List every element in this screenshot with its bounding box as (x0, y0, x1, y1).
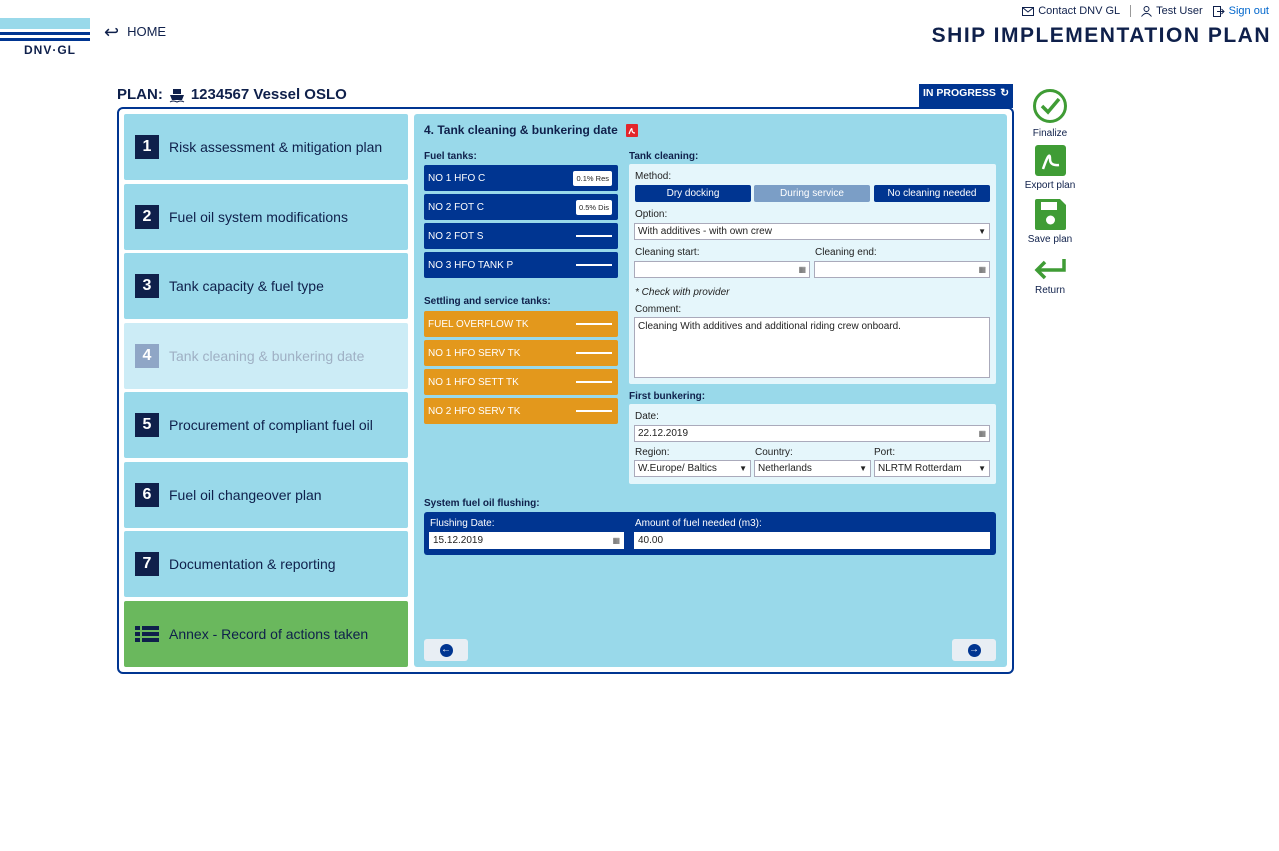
plan-title (117, 86, 347, 103)
bunkering-date-value: 22.12.2019 (638, 428, 689, 439)
plan-prefix: PLAN: (117, 86, 163, 103)
step-7[interactable] (124, 531, 408, 597)
method-no-cleaning-button[interactable]: No cleaning needed (874, 185, 990, 202)
save-label: Save plan (1027, 234, 1073, 245)
step-number: 4 (135, 344, 159, 368)
panel-title-text: 4. Tank cleaning & bunkering date (424, 123, 618, 137)
step-number: 2 (135, 205, 159, 229)
empty-fuel-line (576, 381, 612, 383)
pdf-icon[interactable] (626, 124, 638, 137)
step-number: 5 (135, 413, 159, 437)
comment-label: Comment: (635, 304, 682, 315)
back-arrow-icon: ↩ (104, 21, 120, 42)
bunkering-date-label: Date: (635, 411, 659, 422)
next-button[interactable] (952, 639, 996, 661)
cleaning-start-input[interactable] (634, 261, 810, 278)
logo-text: DNV·GL (24, 43, 76, 57)
bunkering-date-input[interactable] (634, 425, 990, 442)
ship-icon (169, 87, 185, 103)
option-label: Option: (635, 209, 668, 220)
previous-button[interactable] (424, 639, 468, 661)
tank-name: NO 2 FOT C (428, 201, 484, 213)
fuel-tank-item[interactable] (424, 252, 618, 278)
step-4[interactable] (124, 323, 408, 389)
flushing-date-label: Flushing Date: (430, 518, 495, 529)
provider-note: * Check with provider (635, 287, 730, 298)
region-label: Region: (635, 447, 670, 458)
tank-name: NO 1 HFO SETT TK (428, 376, 519, 388)
pdf-export-icon (1035, 145, 1066, 176)
settling-tank-item[interactable] (424, 340, 618, 366)
return-button[interactable] (1022, 257, 1078, 296)
fuel-amount-label: Amount of fuel needed (m3): (635, 518, 762, 529)
refresh-icon: ↻ (1000, 87, 1009, 99)
step-label: Fuel oil changeover plan (169, 487, 322, 503)
step-label: Documentation & reporting (169, 556, 336, 572)
port-select[interactable] (874, 460, 990, 477)
home-label: HOME (127, 24, 167, 39)
vessel-name: 1234567 Vessel OSLO (190, 86, 347, 103)
port-label: Port: (874, 447, 896, 458)
save-plan-button[interactable] (1022, 199, 1078, 245)
tank-name: NO 2 HFO SERV TK (428, 405, 521, 417)
step-label: Tank capacity & fuel type (169, 278, 324, 294)
return-label: Return (1034, 285, 1065, 296)
flushing-date-value: 15.12.2019 (433, 535, 484, 546)
dnvgl-logo (0, 18, 92, 56)
divider (1130, 5, 1131, 17)
annex-label: Annex - Record of actions taken (169, 626, 369, 642)
calendar-icon[interactable]: ▦ (612, 536, 620, 545)
empty-fuel-line (576, 410, 612, 412)
settling-tanks-label: Settling and service tanks: (424, 296, 551, 307)
step-3[interactable] (124, 253, 408, 319)
country-select[interactable] (754, 460, 871, 477)
panel-title (424, 123, 638, 137)
fuel-amount-input[interactable] (634, 532, 990, 549)
step-label: Tank cleaning & bunkering date (169, 348, 365, 364)
option-select[interactable] (634, 223, 990, 240)
user-icon (1141, 6, 1152, 17)
country-value: Netherlands (758, 463, 812, 474)
step-1[interactable] (124, 114, 408, 180)
settling-tank-item[interactable] (424, 369, 618, 395)
cleaning-end-input[interactable] (814, 261, 990, 278)
chevron-down-icon: ▼ (978, 227, 986, 236)
arrow-left-icon: ← (441, 644, 451, 655)
check-circle-icon (1032, 88, 1068, 124)
mail-icon (1022, 7, 1034, 16)
status-badge[interactable] (919, 84, 1013, 108)
chevron-down-icon: ▼ (859, 464, 867, 473)
list-icon (135, 625, 159, 643)
calendar-icon[interactable]: ▦ (798, 265, 806, 274)
step-label: Fuel oil system modifications (169, 209, 348, 225)
region-select[interactable] (634, 460, 751, 477)
method-during-service-button[interactable]: During service (754, 185, 870, 202)
step-label: Procurement of compliant fuel oil (169, 417, 373, 433)
fuel-type-badge: 0.1% Res (573, 171, 612, 186)
signout-label: Sign out (1228, 5, 1269, 17)
flushing-label: System fuel oil flushing: (424, 498, 540, 509)
export-plan-button[interactable] (1022, 145, 1078, 191)
tank-name: FUEL OVERFLOW TK (428, 318, 529, 330)
cleaning-end-label: Cleaning end: (815, 247, 877, 258)
finalize-button[interactable] (1022, 88, 1078, 139)
calendar-icon[interactable]: ▦ (978, 429, 986, 438)
chevron-down-icon: ▼ (739, 464, 747, 473)
region-value: W.Europe/ Baltics (638, 463, 717, 474)
finalize-label: Finalize (1032, 128, 1068, 139)
arrow-right-icon: → (969, 644, 979, 655)
step-number: 7 (135, 552, 159, 576)
step-6[interactable] (124, 462, 408, 528)
step-annex[interactable] (124, 601, 408, 667)
status-label: IN PROGRESS (923, 87, 996, 99)
contact-label: Contact DNV GL (1038, 5, 1121, 17)
first-bunkering-label: First bunkering: (629, 391, 706, 402)
tank-cleaning-label: Tank cleaning: (629, 151, 699, 162)
step-5[interactable] (124, 392, 408, 458)
tank-name: NO 1 HFO C (428, 172, 486, 184)
chevron-down-icon: ▼ (978, 464, 986, 473)
signout-link[interactable] (1213, 5, 1269, 17)
contact-link[interactable] (1022, 5, 1120, 17)
export-label: Export plan (1024, 180, 1076, 191)
country-label: Country: (755, 447, 793, 458)
fuel-tanks-label: Fuel tanks: (424, 151, 477, 162)
empty-fuel-line (576, 323, 612, 325)
settling-tank-item[interactable] (424, 311, 618, 337)
step-label: Risk assessment & mitigation plan (169, 139, 383, 155)
step-number: 6 (135, 483, 159, 507)
fuel-tank-item[interactable] (424, 194, 618, 220)
user-link[interactable] (1141, 5, 1202, 17)
user-label: Test User (1156, 5, 1203, 17)
method-label: Method: (635, 171, 672, 182)
comment-textarea[interactable]: Cleaning With additives and additional riding crew onboard. (634, 317, 990, 378)
cleaning-start-label: Cleaning start: (635, 247, 700, 258)
port-value: NLRTM Rotterdam (878, 463, 962, 474)
signout-icon (1213, 6, 1225, 17)
settling-tank-item[interactable] (424, 398, 618, 424)
fuel-tank-item[interactable] (424, 165, 618, 191)
app-title: SHIP IMPLEMENTATION PLAN (931, 24, 1271, 47)
fuel-amount-value: 40.00 (638, 535, 664, 546)
tank-name: NO 2 FOT S (428, 230, 484, 242)
step-number: 1 (135, 135, 159, 159)
step-2[interactable] (124, 184, 408, 250)
flushing-date-input[interactable] (429, 532, 624, 549)
method-dry-docking-button[interactable]: Dry docking (635, 185, 751, 202)
empty-fuel-line (576, 352, 612, 354)
option-value: With additives - with own crew (638, 226, 772, 237)
tank-name: NO 3 HFO TANK P (428, 259, 514, 271)
step-number: 3 (135, 274, 159, 298)
home-link[interactable] (104, 21, 167, 42)
calendar-icon[interactable]: ▦ (978, 265, 986, 274)
floppy-disk-icon (1035, 199, 1066, 230)
return-arrow-icon (1033, 257, 1067, 281)
tank-name: NO 1 HFO SERV TK (428, 347, 521, 359)
top-links (1022, 5, 1269, 17)
fuel-type-badge: 0.5% Dis (576, 200, 612, 215)
empty-fuel-line (576, 235, 612, 237)
fuel-tank-item[interactable] (424, 223, 618, 249)
empty-fuel-line (576, 264, 612, 266)
